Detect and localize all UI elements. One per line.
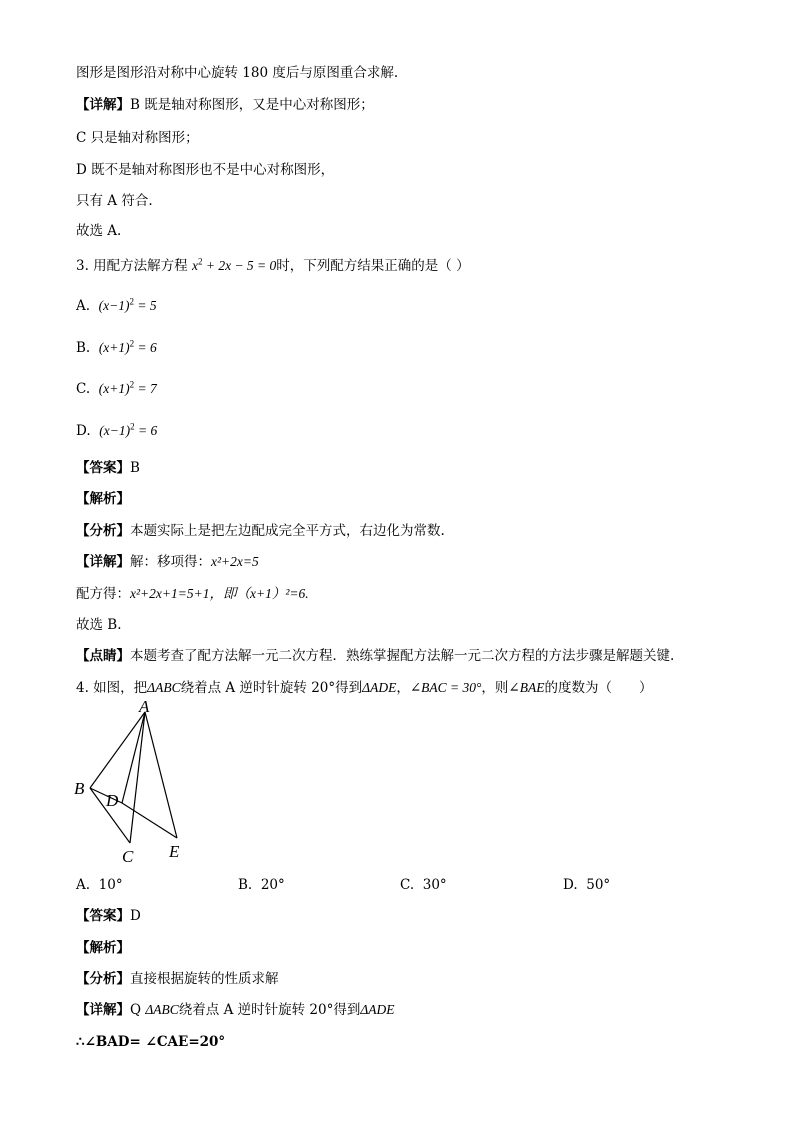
q4-stem-d: ，则	[481, 680, 509, 696]
intro-line-1: 图形是图形沿对称中心旋转 180 度后与原图重合求解.	[76, 65, 399, 81]
segment-BD	[90, 788, 122, 803]
q4-xiangjie-tri2: ΔADE	[360, 1002, 395, 1017]
q3-answer-tag: 【答案】	[76, 460, 130, 476]
q3-peifang-b: x²+2x+1=5+1，即（x+1）²=6.	[130, 586, 309, 601]
point-label-A: A	[139, 697, 150, 716]
q3-xiangjie	[76, 553, 259, 571]
q3-eq-x: x	[191, 258, 198, 273]
q3-option-c-label: C.	[76, 381, 91, 397]
segment-AB	[90, 712, 145, 788]
q3-dianjing	[76, 647, 674, 665]
q3-fenxi	[76, 522, 445, 540]
q4-tri1: ΔABC	[147, 680, 181, 695]
q3-peifang-a: 配方得：	[76, 586, 130, 602]
q4-option-b-label: B.	[238, 877, 253, 893]
q3-option-d-exp: 2	[130, 421, 135, 432]
q3-option-d-label: D.	[76, 423, 91, 439]
segment-AC	[130, 712, 145, 843]
q3-eq	[192, 258, 276, 273]
q4-stem-c: ，	[396, 680, 410, 696]
segment-DE	[122, 803, 177, 838]
q4-answer-tag: 【答案】	[76, 908, 130, 924]
q4-last-line: ∴∠BAD= ∠CAE=20°	[76, 1034, 226, 1050]
q4-angle2: ∠BAE	[508, 680, 545, 695]
q4-fenxi	[76, 970, 279, 988]
q3-option-c-base: (x+1)	[98, 381, 130, 396]
q4-xiangjie-a: Q	[130, 1002, 146, 1018]
q3-option-a-rhs: = 5	[133, 298, 157, 313]
segment-AD	[122, 712, 145, 803]
tag-detail: 【详解】	[76, 97, 130, 113]
q4-xiangjie-tri1: ΔABC	[145, 1002, 179, 1017]
q3-xiangjie-b: x²+2x=5	[211, 554, 259, 569]
q3-answer	[76, 459, 140, 477]
q4-stem-b: 绕着点 A 逆时针旋转 20°得到	[180, 680, 363, 696]
q4-answer	[76, 907, 141, 925]
q3-eq-sq: 2	[197, 256, 203, 267]
q4-tri2: ΔADE	[362, 680, 397, 695]
point-label-E: E	[169, 842, 180, 861]
intro-line-2-text: B 既是轴对称图形，又是中心对称图形；	[130, 97, 374, 113]
segment-BC	[90, 788, 130, 843]
q4-option-c-value: 30°	[422, 877, 447, 893]
q4-option-b-value: 20°	[260, 877, 285, 893]
q3-dianjing-tag: 【点睛】	[76, 648, 130, 664]
q4-option-a-label: A.	[76, 877, 91, 893]
intro-line-2	[76, 96, 374, 114]
q3-option-a	[76, 297, 157, 315]
q3-eq-rest: + 2x − 5 = 0	[202, 258, 277, 273]
intro-line-4: D 既不是轴对称图形也不是中心对称图形，	[76, 162, 335, 178]
q3-dianjing-text: 本题考查了配方法解一元二次方程．熟练掌握配方法解一元二次方程的方法步骤是解题关键.	[130, 648, 675, 664]
q4-stem-a: 4. 如图，把	[76, 680, 148, 696]
q3-fenxi-tag: 【分析】	[76, 523, 130, 539]
q4-analysis-tag: 【解析】	[76, 940, 130, 956]
q4-option-d	[563, 876, 610, 894]
q3-analysis-tag: 【解析】	[76, 491, 130, 507]
q3-option-c-exp: 2	[129, 379, 135, 390]
q3-option-d-rhs: = 6	[134, 423, 158, 438]
q3-option-b-label: B.	[76, 340, 91, 356]
q3-stem	[76, 257, 470, 275]
q3-option-b	[76, 339, 157, 357]
q3-xiangjie-tag: 【详解】	[76, 554, 130, 570]
q3-answer-value: B	[130, 460, 140, 476]
q4-angle1: ∠BAC = 30°	[409, 680, 482, 695]
q3-option-b-base: (x+1)	[98, 340, 130, 355]
intro-line-5: 只有 A 符合.	[76, 193, 153, 209]
q3-stem-a: 3. 用配方法解方程	[76, 258, 192, 274]
q4-stem	[76, 679, 652, 697]
q4-option-b	[238, 876, 285, 894]
q4-xiangjie	[76, 1001, 395, 1019]
q4-option-a-value: 10°	[98, 877, 123, 893]
q4-option-a	[76, 876, 123, 894]
q4-option-d-value: 50°	[586, 877, 611, 893]
q3-option-a-base: (x−1)	[98, 298, 130, 313]
q4-option-c	[400, 876, 447, 894]
q3-option-c-rhs: = 7	[134, 381, 157, 396]
q4-fenxi-text: 直接根据旋转的性质求解	[130, 971, 279, 987]
intro-line-6: 故选 A.	[76, 223, 122, 239]
q3-option-b-rhs: = 6	[134, 340, 157, 355]
q3-option-a-exp: 2	[129, 296, 134, 307]
q4-xiangjie-b: 绕着点 A 逆时针旋转 20°得到	[178, 1002, 361, 1018]
q4-option-c-label: C.	[400, 877, 415, 893]
segment-AE	[145, 712, 177, 838]
q3-option-b-exp: 2	[129, 338, 135, 349]
q3-fenxi-text: 本题实际上是把左边配成完全平方式，右边化为常数.	[130, 523, 445, 539]
q4-answer-value: D	[130, 908, 141, 924]
q3-option-d	[76, 422, 157, 440]
point-label-D: D	[106, 791, 119, 810]
q3-option-d-base: (x−1)	[99, 423, 131, 438]
q4-stem-e: 的度数为（ ）	[544, 680, 653, 696]
q3-option-c	[76, 380, 157, 398]
q4-fenxi-tag: 【分析】	[76, 971, 130, 987]
q4-xiangjie-tag: 【详解】	[76, 1002, 130, 1018]
q3-option-a-label: A.	[76, 298, 91, 314]
q3-stem-b: 时，下列配方结果正确的是（ ）	[276, 258, 470, 274]
q3-peifang	[76, 585, 309, 603]
point-label-C: C	[122, 847, 134, 866]
q3-choose: 故选 B.	[76, 617, 122, 633]
q3-xiangjie-a: 解：移项得：	[130, 554, 211, 570]
intro-line-3: C 只是轴对称图形；	[76, 130, 199, 146]
point-label-B: B	[74, 779, 85, 798]
q4-option-d-label: D.	[563, 877, 578, 893]
